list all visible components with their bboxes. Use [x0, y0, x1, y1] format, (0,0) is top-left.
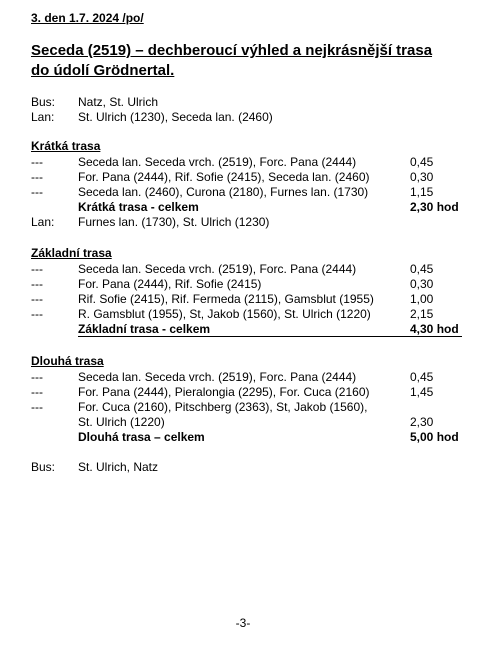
row-text: For. Pana (2444), Pieralongia (2295), For. Cuca (2160) — [78, 385, 370, 399]
row-dash: --- — [31, 185, 43, 199]
row-dash: --- — [31, 277, 43, 291]
row-dash: --- — [31, 307, 43, 321]
row-value: 2,15 — [410, 307, 434, 321]
row-value: 1,45 — [410, 385, 434, 399]
row-text: Seceda lan. (2460), Curona (2180), Furnes lan. (1730) — [78, 185, 369, 199]
row-text: For. Pana (2444), Rif. Sofie (2415), Seceda lan. (2460) — [78, 170, 370, 184]
row-text: R. Gamsblut (1955), St, Jakob (1560), St. Ulrich (1220) — [78, 307, 371, 321]
transport-text: Furnes lan. (1730), St. Ulrich (1230) — [78, 215, 270, 229]
day-header: 3. den 1.7. 2024 /po/ — [31, 11, 144, 25]
page-number: -3- — [235, 616, 251, 630]
row-value: 0,45 — [410, 155, 434, 169]
transport-label: Lan: — [31, 110, 55, 124]
section-heading-long: Dlouhá trasa — [31, 354, 104, 368]
row-text: Seceda lan. Seceda vrch. (2519), Forc. Pana (2444) — [78, 155, 357, 169]
section-heading-basic: Základní trasa — [31, 246, 112, 260]
total-value-short: 2,30 hod — [410, 200, 459, 214]
row-dash: --- — [31, 262, 43, 276]
total-value-long: 5,00 hod — [410, 430, 459, 444]
transport-label: Bus: — [31, 95, 56, 109]
section-heading-short: Krátká trasa — [31, 139, 101, 153]
row-dash: --- — [31, 170, 43, 184]
row-text: For. Cuca (2160), Pitschberg (2363), St, Jakob (1560), — [78, 400, 368, 414]
transport-label: Lan: — [31, 215, 55, 229]
transport-text: St. Ulrich, Natz — [78, 460, 159, 474]
row-value: 0,45 — [410, 262, 434, 276]
transport-label: Bus: — [31, 460, 56, 474]
row-value: 0,30 — [410, 277, 434, 291]
transport-text: Natz, St. Ulrich — [78, 95, 159, 109]
page-title — [31, 41, 432, 81]
row-dash: --- — [31, 385, 43, 399]
title-line-1: Seceda (2519) – dechberoucí výhled a nejkrásnější trasa — [31, 42, 433, 59]
row-text: Rif. Sofie (2415), Rif. Fermeda (2115), Gamsblut (1955) — [78, 292, 374, 306]
row-dash: --- — [31, 400, 43, 414]
row-dash: --- — [31, 155, 43, 169]
row-continuation-text: St. Ulrich (1220) — [78, 415, 165, 429]
total-label-basic: Základní trasa - celkem — [78, 322, 211, 336]
transport-text: St. Ulrich (1230), Seceda lan. (2460) — [78, 110, 273, 124]
row-continuation-value: 2,30 — [410, 415, 434, 429]
row-dash: --- — [31, 292, 43, 306]
row-text: Seceda lan. Seceda vrch. (2519), Forc. Pana (2444) — [78, 370, 357, 384]
row-value: 0,45 — [410, 370, 434, 384]
row-dash: --- — [31, 370, 43, 384]
total-label-long: Dlouhá trasa – celkem — [78, 430, 205, 444]
total-underline — [78, 336, 462, 337]
row-value: 1,00 — [410, 292, 434, 306]
row-value: 0,30 — [410, 170, 434, 184]
row-text: For. Pana (2444), Rif. Sofie (2415) — [78, 277, 262, 291]
title-line-2: do údolí Grödnertal. — [31, 62, 175, 79]
row-text: Seceda lan. Seceda vrch. (2519), Forc. Pana (2444) — [78, 262, 357, 276]
total-label-short: Krátká trasa - celkem — [78, 200, 199, 214]
row-value: 1,15 — [410, 185, 434, 199]
total-value-basic: 4,30 hod — [410, 322, 459, 336]
